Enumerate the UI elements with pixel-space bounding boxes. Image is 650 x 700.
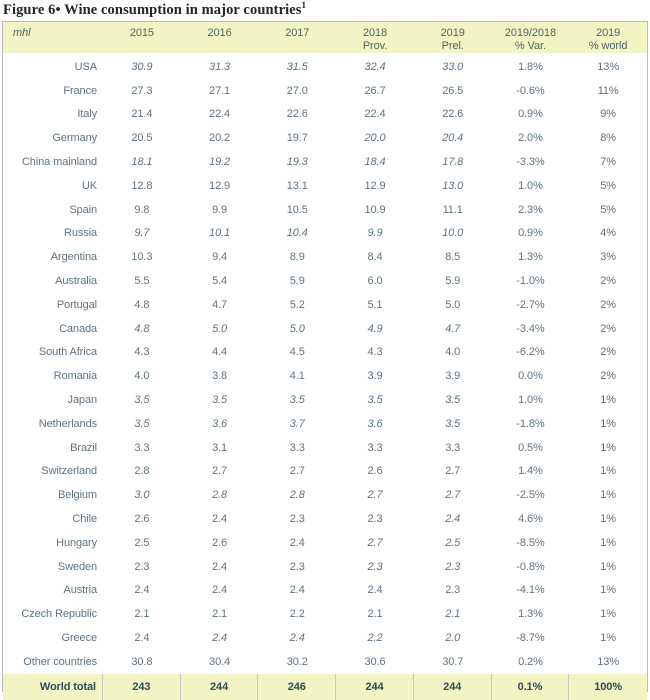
value-cell: 3.3 xyxy=(289,441,305,454)
value-cell: 5.5 xyxy=(134,275,150,288)
value-cell: 3.5 xyxy=(134,417,150,430)
world-share-cell: 13% xyxy=(597,60,619,73)
value-cell: 2.7 xyxy=(367,536,383,549)
table-row xyxy=(3,317,647,341)
variation-cell: 0.5% xyxy=(518,441,543,454)
value-cell: 3.5 xyxy=(289,394,305,407)
value-cell: 2.3 xyxy=(134,560,150,573)
world-share-cell: 1% xyxy=(600,465,616,478)
variation-cell: -2.7% xyxy=(516,298,545,311)
table-row xyxy=(3,460,647,484)
value-cell: 10.3 xyxy=(131,251,153,264)
world-share-cell: 7% xyxy=(600,156,616,169)
value-cell: 5.1 xyxy=(367,298,383,311)
value-cell: 3.0 xyxy=(134,489,150,502)
variation-cell: -0.8% xyxy=(516,560,545,573)
world-share-cell: 1% xyxy=(600,536,616,549)
world-share-cell: 11% xyxy=(597,84,619,97)
country-cell: France xyxy=(63,84,97,97)
world-share-cell: 8% xyxy=(600,132,616,145)
value-cell: 8.5 xyxy=(445,251,461,264)
table-row xyxy=(3,483,647,507)
value-cell: 2.4 xyxy=(134,632,150,645)
figure-title-footnote-marker: 1 xyxy=(301,0,307,11)
value-cell: 2.4 xyxy=(367,584,383,597)
country-cell: Germany xyxy=(52,132,97,145)
country-cell: Sweden xyxy=(57,560,97,573)
table-row xyxy=(3,150,647,174)
world-share-cell: 1% xyxy=(600,513,616,526)
country-cell: Chile xyxy=(72,513,97,526)
value-cell: 19.2 xyxy=(209,156,231,169)
value-cell: 2.5 xyxy=(445,536,461,549)
country-cell: Spain xyxy=(69,203,97,216)
world-share-cell: 1% xyxy=(600,560,616,573)
world-share-cell: 5% xyxy=(600,179,616,192)
world-share-cell: 1% xyxy=(600,394,616,407)
value-cell: 2.8 xyxy=(289,489,305,502)
world-share-cell: 2% xyxy=(600,370,616,383)
table-header-row xyxy=(3,22,647,53)
variation-cell: 0.9% xyxy=(518,227,543,240)
value-cell: 246 xyxy=(258,674,336,700)
value-cell: 17.8 xyxy=(442,156,464,169)
value-cell: 2.5 xyxy=(134,536,150,549)
variation-cell: -0.6% xyxy=(516,84,545,97)
value-cell: 2.7 xyxy=(367,489,383,502)
figure-title-text: Figure 6• Wine consumption in major countries xyxy=(3,2,302,18)
value-cell: 10.0 xyxy=(442,227,464,240)
value-cell: 2.7 xyxy=(289,465,305,478)
country-cell: Austria xyxy=(63,584,97,597)
world-share-cell: 1% xyxy=(600,608,616,621)
value-cell: 9.4 xyxy=(212,251,228,264)
table-row xyxy=(3,436,647,460)
world-total-row xyxy=(3,674,647,700)
value-cell: 5.9 xyxy=(445,275,461,288)
world-share-cell: 3% xyxy=(600,251,616,264)
column-header: 2019/2018 % Var. xyxy=(504,27,556,52)
variation-cell: 1.3% xyxy=(518,251,543,264)
variation-cell: 1.0% xyxy=(518,394,543,407)
value-cell: 31.3 xyxy=(209,60,231,73)
value-cell: 5.0 xyxy=(289,322,305,335)
value-cell: 9.8 xyxy=(134,203,150,216)
value-cell: 27.1 xyxy=(209,84,231,97)
variation-cell: -1.8% xyxy=(516,417,545,430)
value-cell: 2.4 xyxy=(134,584,150,597)
column-header: 2019 Prel. xyxy=(440,27,465,52)
world-share-cell: 4% xyxy=(600,227,616,240)
value-cell: 2.2 xyxy=(289,608,305,621)
value-cell: 2.4 xyxy=(289,536,305,549)
value-cell: 4.3 xyxy=(367,346,383,359)
world-share-cell: 2% xyxy=(600,298,616,311)
value-cell: 26.5 xyxy=(442,84,464,97)
variation-cell: 0.9% xyxy=(518,108,543,121)
value-cell: 2.8 xyxy=(212,489,228,502)
value-cell: 20.0 xyxy=(364,132,386,145)
variation-cell: -3.3% xyxy=(516,156,545,169)
value-cell: 4.3 xyxy=(134,346,150,359)
value-cell: 22.6 xyxy=(442,108,464,121)
variation-cell: 1.4% xyxy=(518,465,543,478)
value-cell: 4.1 xyxy=(289,370,305,383)
country-cell: Greece xyxy=(61,632,97,645)
value-cell: 12.8 xyxy=(131,179,153,192)
country-cell: Russia xyxy=(63,227,97,240)
table-row xyxy=(3,341,647,365)
variation-cell: 1.8% xyxy=(518,60,543,73)
variation-cell: -3.4% xyxy=(516,322,545,335)
value-cell: 10.4 xyxy=(286,227,308,240)
value-cell: 2.7 xyxy=(445,465,461,478)
value-cell: 2.3 xyxy=(289,560,305,573)
value-cell: 244 xyxy=(336,674,414,700)
value-cell: 3.6 xyxy=(212,417,228,430)
table-row xyxy=(3,174,647,198)
variation-cell: 1.0% xyxy=(518,179,543,192)
table-row xyxy=(3,126,647,150)
value-cell: 2.8 xyxy=(134,465,150,478)
value-cell: 4.0 xyxy=(134,370,150,383)
value-cell: 30.2 xyxy=(286,655,308,668)
value-cell: 22.4 xyxy=(364,108,386,121)
value-cell: 9.9 xyxy=(212,203,228,216)
value-cell: 6.0 xyxy=(367,275,383,288)
variation-cell: -6.2% xyxy=(516,346,545,359)
value-cell: 2.1 xyxy=(212,608,228,621)
value-cell: 4.7 xyxy=(212,298,228,311)
value-cell: 5.2 xyxy=(289,298,305,311)
value-cell: 5.4 xyxy=(212,275,228,288)
wine-consumption-table xyxy=(2,21,648,692)
world-share-cell: 1% xyxy=(600,441,616,454)
value-cell: 10.9 xyxy=(364,203,386,216)
value-cell: 12.9 xyxy=(364,179,386,192)
value-cell: 22.6 xyxy=(286,108,308,121)
figure-container xyxy=(2,0,648,692)
table-body xyxy=(3,53,647,700)
value-cell: 22.4 xyxy=(209,108,231,121)
value-cell: 13.1 xyxy=(286,179,308,192)
value-cell: 4.0 xyxy=(445,346,461,359)
value-cell: 2.6 xyxy=(367,465,383,478)
column-header: 2019 % world xyxy=(588,27,628,52)
value-cell: 2.3 xyxy=(445,560,461,573)
variation-cell: -2.5% xyxy=(516,489,545,502)
table-row xyxy=(3,293,647,317)
variation-cell: -8.7% xyxy=(516,632,545,645)
unit-label: mhl xyxy=(13,27,31,39)
value-cell: 5.0 xyxy=(212,322,228,335)
value-cell: 30.6 xyxy=(364,655,386,668)
country-cell: Argentina xyxy=(50,251,97,264)
value-cell: 2.2 xyxy=(367,632,383,645)
world-share-cell: 1% xyxy=(600,632,616,645)
table-row xyxy=(3,103,647,127)
value-cell: 19.7 xyxy=(286,132,308,145)
value-cell: 3.7 xyxy=(289,417,305,430)
column-header: 2017 xyxy=(285,27,310,39)
value-cell: 243 xyxy=(103,674,181,700)
value-cell: 27.3 xyxy=(131,84,153,97)
variation-cell: 0.1% xyxy=(492,674,570,700)
country-cell: Belgium xyxy=(57,489,97,502)
value-cell: 8.9 xyxy=(289,251,305,264)
value-cell: 20.4 xyxy=(442,132,464,145)
variation-cell: 0.2% xyxy=(518,655,543,668)
value-cell: 32.4 xyxy=(364,60,386,73)
world-share-cell: 1% xyxy=(600,584,616,597)
value-cell: 30.9 xyxy=(131,60,153,73)
value-cell: 30.4 xyxy=(209,655,231,668)
table-row xyxy=(3,626,647,650)
variation-cell: 2.0% xyxy=(518,132,543,145)
country-cell: Hungary xyxy=(56,536,97,549)
column-header: 2015 xyxy=(129,27,154,39)
value-cell: 3.5 xyxy=(445,394,461,407)
table-row xyxy=(3,412,647,436)
value-cell: 3.1 xyxy=(212,441,228,454)
value-cell: 4.4 xyxy=(212,346,228,359)
country-cell: Australia xyxy=(55,275,97,288)
table-row xyxy=(3,269,647,293)
value-cell: 2.1 xyxy=(367,608,383,621)
country-cell: Switzerland xyxy=(41,465,97,478)
value-cell: 27.0 xyxy=(286,84,308,97)
world-share-cell: 1% xyxy=(600,489,616,502)
variation-cell: 4.6% xyxy=(518,513,543,526)
value-cell: 2.4 xyxy=(212,513,228,526)
value-cell: 10.5 xyxy=(286,203,308,216)
value-cell: 3.3 xyxy=(445,441,461,454)
variation-cell: 2.3% xyxy=(518,203,543,216)
table-row xyxy=(3,650,647,674)
value-cell: 2.6 xyxy=(212,536,228,549)
unit-label-cell xyxy=(3,27,103,53)
value-cell: 20.2 xyxy=(209,132,231,145)
value-cell: 2.6 xyxy=(134,513,150,526)
value-cell: 12.9 xyxy=(209,179,231,192)
value-cell: 3.9 xyxy=(445,370,461,383)
country-cell: Other countries xyxy=(23,655,97,668)
world-share-cell: 100% xyxy=(594,680,622,693)
value-cell: 4.8 xyxy=(134,322,150,335)
table-row xyxy=(3,198,647,222)
world-share-cell: 1% xyxy=(600,417,616,430)
value-cell: 3.3 xyxy=(134,441,150,454)
value-cell: 4.8 xyxy=(134,298,150,311)
world-share-cell: 2% xyxy=(600,275,616,288)
table-row xyxy=(3,555,647,579)
country-cell: Canada xyxy=(59,322,97,335)
country-cell: Portugal xyxy=(56,298,97,311)
value-cell: 18.1 xyxy=(131,156,153,169)
value-cell: 3.5 xyxy=(445,417,461,430)
value-cell: 2.3 xyxy=(445,584,461,597)
value-cell: 2.4 xyxy=(212,560,228,573)
country-cell: South Africa xyxy=(38,346,97,359)
value-cell: 26.7 xyxy=(364,84,386,97)
value-cell: 2.3 xyxy=(367,560,383,573)
value-cell: 2.1 xyxy=(445,608,461,621)
column-header: 2016 xyxy=(207,27,232,39)
table-row xyxy=(3,388,647,412)
country-cell: Italy xyxy=(77,108,97,121)
world-share-cell: 9% xyxy=(600,108,616,121)
table-row xyxy=(3,579,647,603)
value-cell: 2.7 xyxy=(212,465,228,478)
country-cell: Brazil xyxy=(70,441,97,454)
country-cell: UK xyxy=(81,179,97,192)
table-row xyxy=(3,79,647,103)
value-cell: 30.7 xyxy=(442,655,464,668)
value-cell: 5.0 xyxy=(445,298,461,311)
value-cell: 3.8 xyxy=(212,370,228,383)
world-share-cell: 2% xyxy=(600,322,616,335)
value-cell: 8.4 xyxy=(367,251,383,264)
world-share-cell: 2% xyxy=(600,346,616,359)
country-cell: USA xyxy=(74,60,97,73)
table-row xyxy=(3,602,647,626)
country-cell: Czech Republic xyxy=(21,608,97,621)
value-cell: 2.4 xyxy=(212,632,228,645)
value-cell: 3.5 xyxy=(367,394,383,407)
value-cell: 5.9 xyxy=(289,275,305,288)
table-row xyxy=(3,364,647,388)
country-cell: China mainland xyxy=(21,156,97,169)
value-cell: 2.7 xyxy=(445,489,461,502)
value-cell: 3.5 xyxy=(212,394,228,407)
value-cell: 4.9 xyxy=(367,322,383,335)
value-cell: 2.4 xyxy=(445,513,461,526)
value-cell: 3.3 xyxy=(367,441,383,454)
column-header: 2018 Prov. xyxy=(362,27,388,52)
value-cell: 244 xyxy=(181,674,259,700)
value-cell: 18.4 xyxy=(364,156,386,169)
variation-cell: -4.1% xyxy=(516,584,545,597)
value-cell: 2.4 xyxy=(289,632,305,645)
value-cell: 31.5 xyxy=(286,60,308,73)
world-share-cell: 5% xyxy=(600,203,616,216)
value-cell: 2.3 xyxy=(289,513,305,526)
country-cell: Romania xyxy=(53,370,97,383)
value-cell: 21.4 xyxy=(131,108,153,121)
variation-cell: 0.0% xyxy=(518,370,543,383)
country-cell: Japan xyxy=(67,394,97,407)
table-row xyxy=(3,222,647,246)
value-cell: 4.5 xyxy=(289,346,305,359)
value-cell: 13.0 xyxy=(442,179,464,192)
value-cell: 3.5 xyxy=(134,394,150,407)
figure-title xyxy=(2,1,648,21)
value-cell: 2.0 xyxy=(445,632,461,645)
value-cell: 3.6 xyxy=(367,417,383,430)
value-cell: 2.4 xyxy=(289,584,305,597)
table-row xyxy=(3,245,647,269)
value-cell: 10.1 xyxy=(209,227,231,240)
value-cell: 244 xyxy=(414,674,492,700)
value-cell: 2.1 xyxy=(134,608,150,621)
country-cell: Netherlands xyxy=(38,417,97,430)
value-cell: 3.9 xyxy=(367,370,383,383)
table-row xyxy=(3,55,647,79)
value-cell: 2.4 xyxy=(212,584,228,597)
variation-cell: -8.5% xyxy=(516,536,545,549)
value-cell: 20.5 xyxy=(131,132,153,145)
value-cell: 4.7 xyxy=(445,322,461,335)
value-cell: 19.3 xyxy=(286,156,308,169)
world-share-cell: 13% xyxy=(597,655,619,668)
table-row xyxy=(3,507,647,531)
variation-cell: -1.0% xyxy=(516,275,545,288)
value-cell: 30.8 xyxy=(131,655,153,668)
variation-cell: 1.3% xyxy=(518,608,543,621)
value-cell: 9.9 xyxy=(367,227,383,240)
value-cell: 11.1 xyxy=(442,203,463,216)
table-row xyxy=(3,531,647,555)
country-cell: World total xyxy=(3,674,103,700)
value-cell: 9.7 xyxy=(134,227,150,240)
value-cell: 2.3 xyxy=(367,513,383,526)
value-cell: 33.0 xyxy=(442,60,464,73)
